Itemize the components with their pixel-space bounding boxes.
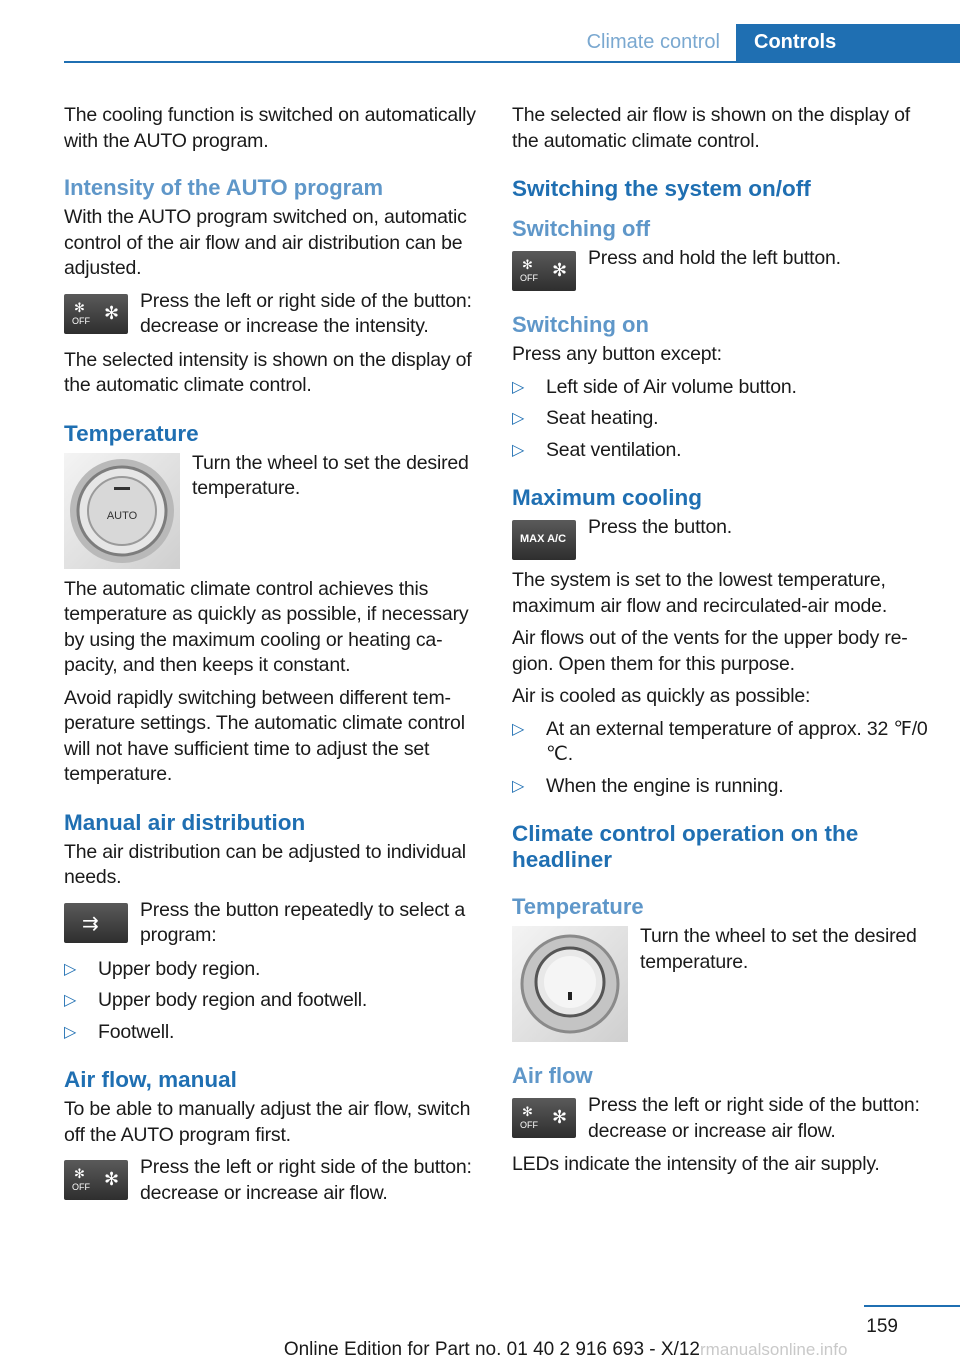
switching-off-figure xyxy=(512,246,930,291)
temperature-wheel-image xyxy=(64,453,180,569)
switching-heading: Switching the system on/off xyxy=(512,176,811,201)
headliner-air-flow-text: Press the left or right side of the button: decrease or increase air flow. xyxy=(588,1094,920,1142)
list-item: ▷ Left side of Air volume button. xyxy=(512,375,930,401)
headliner-air-flow-heading: Air flow xyxy=(512,1063,593,1088)
switching-on-text: Press any button except: xyxy=(512,343,722,365)
air-flow-manual-text: To be able to manually adjust the air flow, switch off the AUTO program first. xyxy=(64,1098,471,1146)
bullet-icon: ▷ xyxy=(64,1023,77,1041)
headliner-wheel-image xyxy=(512,926,628,1042)
right-column xyxy=(512,103,930,1185)
off-label: OFF xyxy=(520,1120,538,1130)
max-ac-figure xyxy=(512,515,930,560)
temperature-figure xyxy=(64,451,482,569)
left-column xyxy=(64,103,482,1214)
list-item: ▷ Upper body region and footwell. xyxy=(64,988,482,1014)
air-flow-figure xyxy=(64,1155,482,1206)
bullet-icon: ▷ xyxy=(64,960,77,978)
air-distribution-figure-text: Press the button repeatedly to select a program: xyxy=(140,898,465,946)
switching-on-list xyxy=(512,375,930,464)
list-item: ▷ Seat ventilation. xyxy=(512,438,930,464)
edition-footer: Online Edition for Part no. 01 40 2 916 693 - X/12 xyxy=(283,1339,700,1360)
max-cooling-vents-text: Air flows out of the vents for the upper body region. Open them for this purpose. xyxy=(512,627,908,675)
footer-rule xyxy=(864,1305,960,1307)
intensity-figure-text: Press the left or right side of the button: decrease or increase the intensity. xyxy=(140,289,472,337)
off-label: OFF xyxy=(72,1182,90,1192)
max-ac-button-image xyxy=(512,520,576,560)
air-distribution-list xyxy=(64,957,482,1046)
off-label: OFF xyxy=(520,273,538,283)
intensity-heading: Intensity of the AUTO program xyxy=(64,175,384,200)
max-ac-figure-text: Press the button. xyxy=(588,516,733,538)
watermark: rmanualsonline.info xyxy=(700,1340,848,1359)
intro-paragraph-right: The selected air flow is shown on the display of the automatic climate control. xyxy=(512,104,910,152)
list-item: ▷ Footwell. xyxy=(64,1020,482,1046)
intensity-figure xyxy=(64,289,482,340)
air-flow-figure-text: Press the left or right side of the button: decrease or increase air flow. xyxy=(140,1156,472,1204)
fan-small-icon: ✻ xyxy=(522,257,533,272)
temperature-figure-text: Turn the wheel to set the desired temperature. xyxy=(192,451,469,499)
fan-small-icon: ✻ xyxy=(74,299,85,315)
bullet-icon: ▷ xyxy=(512,441,525,459)
headliner-heading: Climate control operation on the headliner xyxy=(512,821,859,872)
manual-air-distribution-heading: Manual air distribution xyxy=(64,809,306,835)
auto-label: AUTO xyxy=(106,509,138,522)
running-header-section: Climate control xyxy=(586,31,720,53)
running-header-chapter-tab: Controls xyxy=(736,24,960,61)
fan-small-icon: ✻ xyxy=(522,1104,533,1119)
list-item: ▷ At an external temperature of approx. 32 ℉/0 ℃. xyxy=(512,717,928,765)
bullet-icon: ▷ xyxy=(512,720,525,738)
headliner-temperature-heading: Temperature xyxy=(512,894,644,919)
bullet-icon: ▷ xyxy=(512,410,525,427)
temperature-paragraph-1: The automatic climate control achieves this temperature as quickly as possible, if necessary by using the maximum cooling or heating capacity, and then keeps it constant. xyxy=(64,577,469,676)
intensity-text: With the AUTO program switched on, automatic control of the air flow and air distribution can be adjusted. xyxy=(64,206,467,279)
list-item: ▷ When the engine is running. xyxy=(512,774,930,800)
off-label: OFF xyxy=(72,315,90,326)
list-item: ▷ Upper body region. xyxy=(64,957,482,983)
air-volume-button-image xyxy=(512,1098,576,1138)
fan-icon: ✻ xyxy=(104,1169,120,1189)
switching-on-heading: Switching on xyxy=(512,312,649,337)
air-distribution-icon: ⇉ xyxy=(82,912,99,935)
air-volume-button-image xyxy=(64,294,128,334)
max-cooling-conditions-list xyxy=(512,717,930,800)
temperature-paragraph-2: Avoid rapidly switching between different temperature settings. The automatic climate control will not have sufficient time to adjust the set temperature. xyxy=(64,686,465,785)
headliner-temperature-text: Turn the wheel to set the desired temperature. xyxy=(640,925,917,973)
max-ac-label: MAX A/C xyxy=(520,533,567,545)
fan-icon: ✻ xyxy=(552,1107,568,1127)
fan-icon: ✻ xyxy=(552,260,568,280)
headliner-wheel-graphic xyxy=(512,926,628,1042)
manual-air-distribution-text: The air distribution can be adjusted to individual needs. xyxy=(64,840,466,888)
fan-icon: ✻ xyxy=(104,302,120,323)
list-item: ▷ Seat heating. xyxy=(512,406,930,432)
maximum-cooling-heading: Maximum cooling xyxy=(512,485,703,510)
air-volume-button-image xyxy=(64,1160,128,1200)
page-number: 159 xyxy=(866,1316,898,1337)
switching-off-text: Press and hold the left button. xyxy=(588,247,841,269)
intro-paragraph: The cooling function is switched on automatically with the AUTO program. xyxy=(64,104,476,152)
air-flow-manual-heading: Air flow, manual xyxy=(64,1067,237,1092)
header-rule xyxy=(64,61,960,63)
air-distribution-button-image xyxy=(64,903,128,943)
temperature-heading: Temperature xyxy=(64,420,199,446)
bullet-icon: ▷ xyxy=(64,992,77,1009)
max-cooling-description: The system is set to the lowest temperature, maximum air flow and recirculated-air mode. xyxy=(512,569,888,617)
led-indicator-text: LEDs indicate the intensity of the air supply. xyxy=(512,1153,880,1175)
bullet-icon: ▷ xyxy=(512,378,525,396)
bullet-icon: ▷ xyxy=(512,777,525,795)
fan-small-icon: ✻ xyxy=(74,1166,85,1181)
headliner-temperature-figure xyxy=(512,924,930,1042)
max-cooling-conditions-text: Air is cooled as quickly as possible: xyxy=(512,685,811,707)
temperature-wheel-graphic xyxy=(64,453,180,569)
air-volume-button-image xyxy=(512,251,576,291)
intensity-note: The selected intensity is shown on the display of the automatic climate control. xyxy=(64,348,472,396)
headliner-air-flow-figure xyxy=(512,1093,930,1144)
air-distribution-figure xyxy=(64,898,482,949)
switching-off-heading: Switching off xyxy=(512,216,651,241)
